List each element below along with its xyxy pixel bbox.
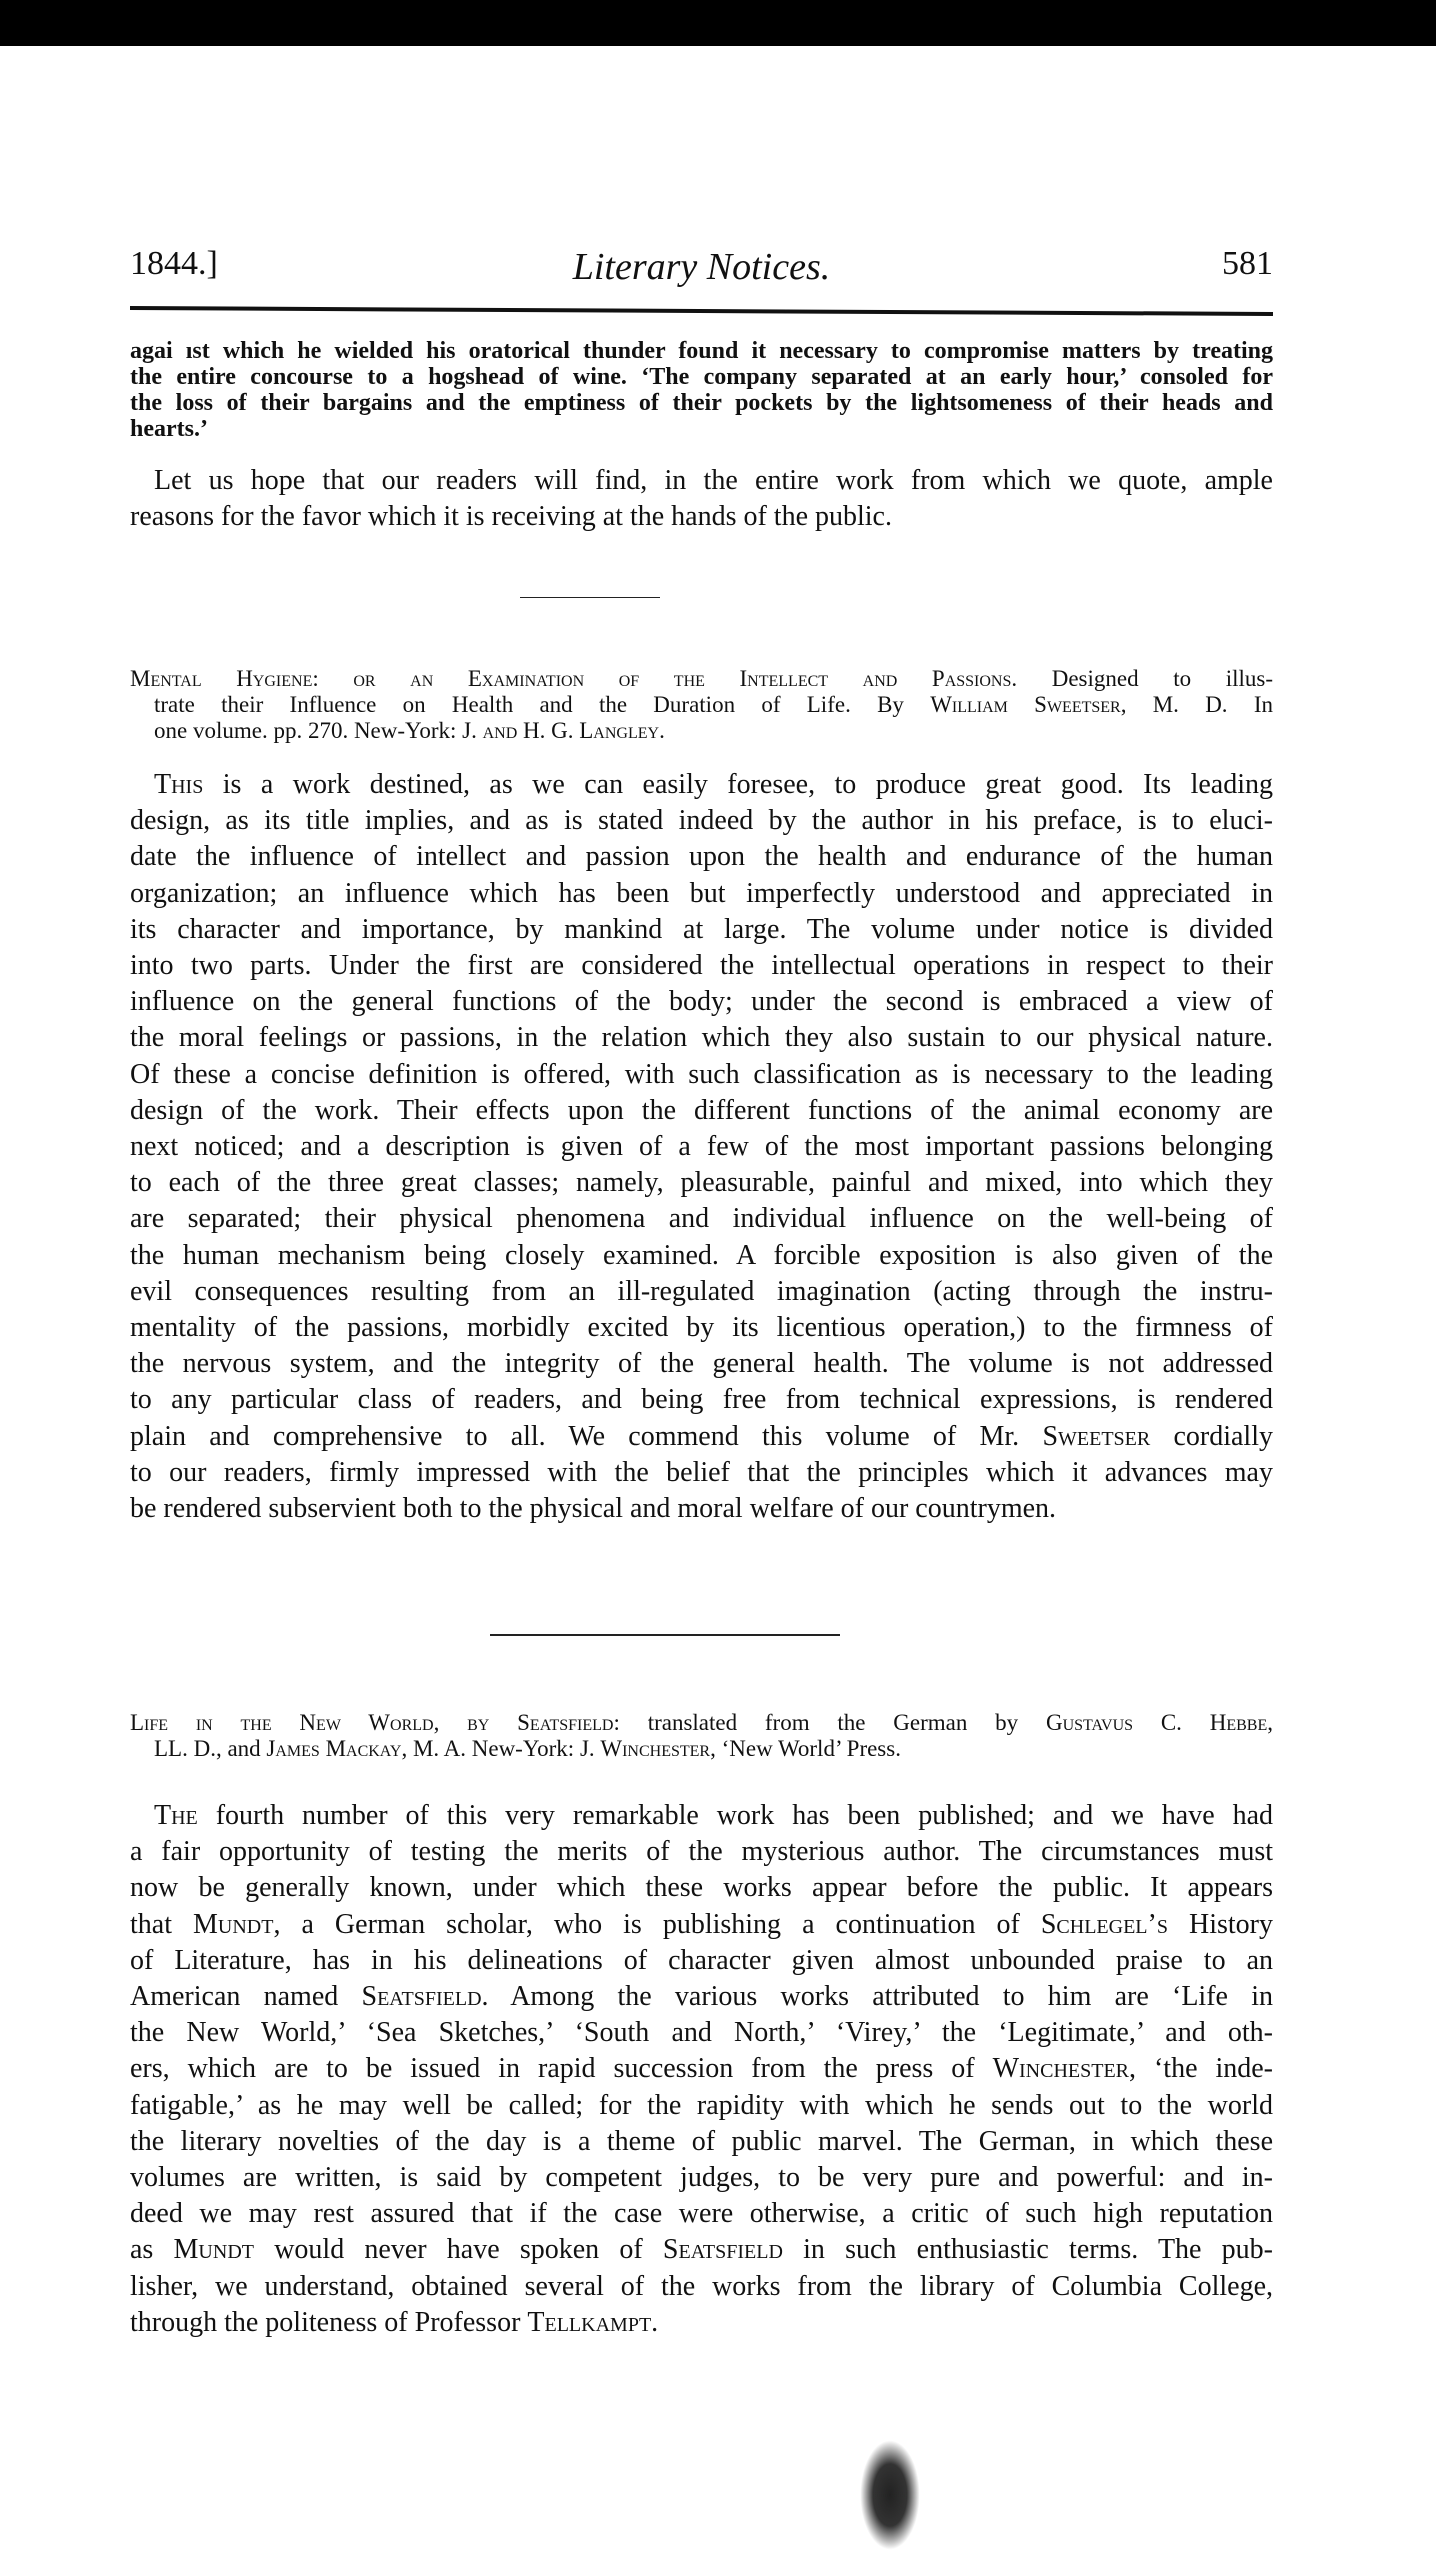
header-title: Literary Notices. — [572, 246, 831, 288]
text-line: its character and importance, by mankind at large. The volume under notice is divided — [130, 913, 1273, 945]
small-caps-text: Tellkampt. — [527, 2306, 659, 2338]
small-caps-text: Schlegel’s — [1040, 1908, 1168, 1940]
notice1-heading — [130, 666, 1273, 744]
small-caps-text: Sweetser — [1042, 1420, 1151, 1452]
scan-top-band — [0, 0, 1436, 46]
small-caps-text: Winchester, — [600, 1736, 716, 1761]
text-line: to our readers, firmly impressed with the belief that the principles which it advances may — [130, 1456, 1273, 1488]
text-line — [130, 1736, 1273, 1762]
header-rule — [130, 306, 1273, 316]
text-line — [130, 2051, 1273, 2087]
text-line: into two parts. Under the first are considered the intellectual operations in respect to their — [130, 950, 1273, 982]
notice2-body — [130, 1798, 1273, 2341]
text-segment: LL. D., and — [154, 1736, 267, 1761]
small-caps-text: This — [154, 769, 204, 800]
text-line — [130, 2305, 1273, 2341]
text-line: a fair opportunity of testing the merits of the mysterious author. The circumstances must — [130, 1836, 1273, 1868]
text-line: the moral feelings or passions, in the relation which they also sustain to our physical nature. — [130, 1022, 1273, 1054]
small-caps-text: Mundt — [173, 2234, 254, 2266]
text-segment: that — [130, 1908, 194, 1940]
small-caps-text: James Mackay, — [266, 1736, 408, 1761]
continued-paragraph — [130, 338, 1273, 442]
text-line: the New World,’ ‘Sea Sketches,’ ‘South and North,’ ‘Virey,’ the ‘Legitimate,’ and oth- — [130, 2017, 1273, 2049]
text-line: lisher, we understand, obtained several of the works from the library of Columbia College, — [130, 2270, 1273, 2302]
text-line: next noticed; and a description is given of a few of the most important passions belonging — [130, 1131, 1273, 1163]
text-line: Of these a concise definition is offered, with such classification as is necessary to the leading — [130, 1058, 1273, 1090]
notice2-heading — [130, 1710, 1273, 1762]
small-caps-text: Winchester, — [992, 2053, 1137, 2085]
text-line: now be generally known, under which these works appear before the public. It appears — [130, 1872, 1273, 1904]
text-line: the entire concourse to a hogshead of wine. ‘The company separated at an early hour,’ consoled for — [130, 364, 1273, 390]
closing-paragraph — [130, 463, 1273, 535]
text-segment: as — [130, 2234, 174, 2266]
text-line: to each of the three great classes; namely, pleasurable, painful and mixed, into which they — [130, 1167, 1273, 1199]
small-caps-text: Seatsfield. — [361, 1981, 489, 2013]
text-line — [130, 1907, 1273, 1943]
text-line — [130, 666, 1273, 692]
text-line — [130, 1798, 1273, 1834]
text-line — [130, 1710, 1273, 1736]
text-line: hearts.’ — [130, 416, 208, 442]
small-caps-text: Mental Hygiene: or an Examination of the Intellect and Passions. — [130, 666, 1018, 691]
text-segment: fourth number of this very remarkable work has been published; and we have had — [197, 1800, 1273, 1831]
text-line: volumes are written, is said by competent judges, to be very pure and powerful: and in- — [130, 2162, 1273, 2194]
text-segment: H. G. — [517, 718, 580, 743]
small-caps-text: Langley. — [579, 718, 665, 743]
text-segment: a German scholar, who is publishing a continuation of — [280, 1908, 1041, 1940]
text-segment: is a work destined, as we can easily foresee, to produce great good. Its leading — [203, 769, 1273, 800]
text-line: the nervous system, and the integrity of the general health. The volume is not addressed — [130, 1348, 1273, 1380]
text-segment: ‘the inde- — [1136, 2053, 1273, 2085]
small-caps-text: Seatsfield — [662, 2234, 783, 2266]
text-segment: History — [1167, 1908, 1273, 1940]
text-line — [130, 767, 1273, 803]
text-line: date the influence of intellect and passion upon the health and endurance of the human — [130, 841, 1273, 873]
small-caps-text: William Sweetser, M. D. — [930, 692, 1228, 717]
section-separator — [490, 1634, 840, 1636]
text-line: be rendered subservient both to the physical and moral welfare of our countrymen. — [130, 1493, 1057, 1525]
text-segment: American named — [130, 1981, 362, 2013]
text-line: Let us hope that our readers will find, in the entire work from which we quote, ample — [154, 465, 1273, 496]
text-line: to any particular class of readers, and being free from technical expressions, is rendered — [130, 1384, 1273, 1416]
page-number: 581 — [1222, 245, 1273, 282]
text-line: evil consequences resulting from an ill-regulated imagination (acting through the instru- — [130, 1275, 1273, 1307]
text-segment: through the politeness of Professor — [130, 2306, 528, 2338]
text-segment: Designed to illus- — [1017, 666, 1273, 691]
text-segment: translated from the German by — [619, 1710, 1046, 1735]
text-line — [130, 692, 1273, 718]
text-segment: one volume. pp. 270. New-York: J. — [154, 718, 483, 743]
section-separator — [520, 597, 660, 598]
small-caps-text: Mundt, — [193, 1908, 281, 1940]
text-line — [130, 1979, 1273, 2015]
header-year: 1844.] — [130, 245, 218, 282]
text-line: fatigable,’ as he may well be called; for the rapidity with which he sends out to the world — [130, 2089, 1273, 2121]
text-segment: ‘New World’ Press. — [715, 1736, 901, 1761]
running-header — [130, 245, 1273, 295]
text-line: the human mechanism being closely examined. A forcible exposition is also given of the — [130, 1239, 1273, 1271]
text-line: the loss of their bargains and the emptiness of their pockets by the lightsomeness of their heads and — [130, 390, 1273, 416]
text-segment: plain and comprehensive to all. We commend this volume of Mr. — [130, 1420, 1043, 1452]
text-line — [130, 1419, 1273, 1455]
text-segment: M. A. New-York: J. — [407, 1736, 601, 1761]
text-segment: in such enthusiastic terms. The pub- — [782, 2234, 1273, 2266]
text-segment: In — [1227, 692, 1273, 717]
notice1-body — [130, 767, 1273, 1527]
text-line: deed we may rest assured that if the case were otherwise, a critic of such high reputation — [130, 2198, 1273, 2230]
text-line: agai ıst which he wielded his oratorical thunder found it necessary to compromise matters by treating — [130, 338, 1273, 364]
text-line: organization; an influence which has been but imperfectly understood and appreciated in — [130, 877, 1273, 909]
small-caps-text: Gustavus C. Hebbe, — [1045, 1710, 1273, 1735]
text-line — [130, 2232, 1273, 2268]
text-segment: Among the various works attributed to him are ‘Life in — [488, 1981, 1273, 2013]
text-line: design of the work. Their effects upon the different functions of the animal economy are — [130, 1094, 1273, 1126]
text-line: are separated; their physical phenomena and individual influence on the well-being of — [130, 1203, 1273, 1235]
text-line: mentality of the passions, morbidly excited by its licentious operation,) to the firmness of — [130, 1312, 1273, 1344]
text-line: of Literature, has in his delineations of character given almost unbounded praise to an — [130, 1944, 1273, 1976]
ink-blot — [860, 2440, 920, 2550]
text-line: influence on the general functions of the body; under the second is embraced a view of — [130, 986, 1273, 1018]
text-segment: cordially — [1150, 1420, 1273, 1452]
small-caps-text: The — [154, 1800, 198, 1831]
text-segment: would never have spoken of — [253, 2234, 663, 2266]
text-line: design, as its title implies, and as is stated indeed by the author in his preface, is to eluci- — [130, 805, 1273, 837]
text-segment: trate their Influence on Health and the Duration of Life. By — [154, 692, 931, 717]
text-segment: ers, which are to be issued in rapid succession from the press of — [130, 2053, 993, 2085]
small-caps-text: and — [482, 718, 518, 743]
small-caps-text: Life in the New World, by Seatsfield: — [130, 1710, 620, 1735]
text-line: reasons for the favor which it is receiving at the hands of the public. — [130, 501, 892, 533]
text-line: the literary novelties of the day is a theme of public marvel. The German, in which these — [130, 2125, 1273, 2157]
text-line — [130, 718, 1273, 744]
